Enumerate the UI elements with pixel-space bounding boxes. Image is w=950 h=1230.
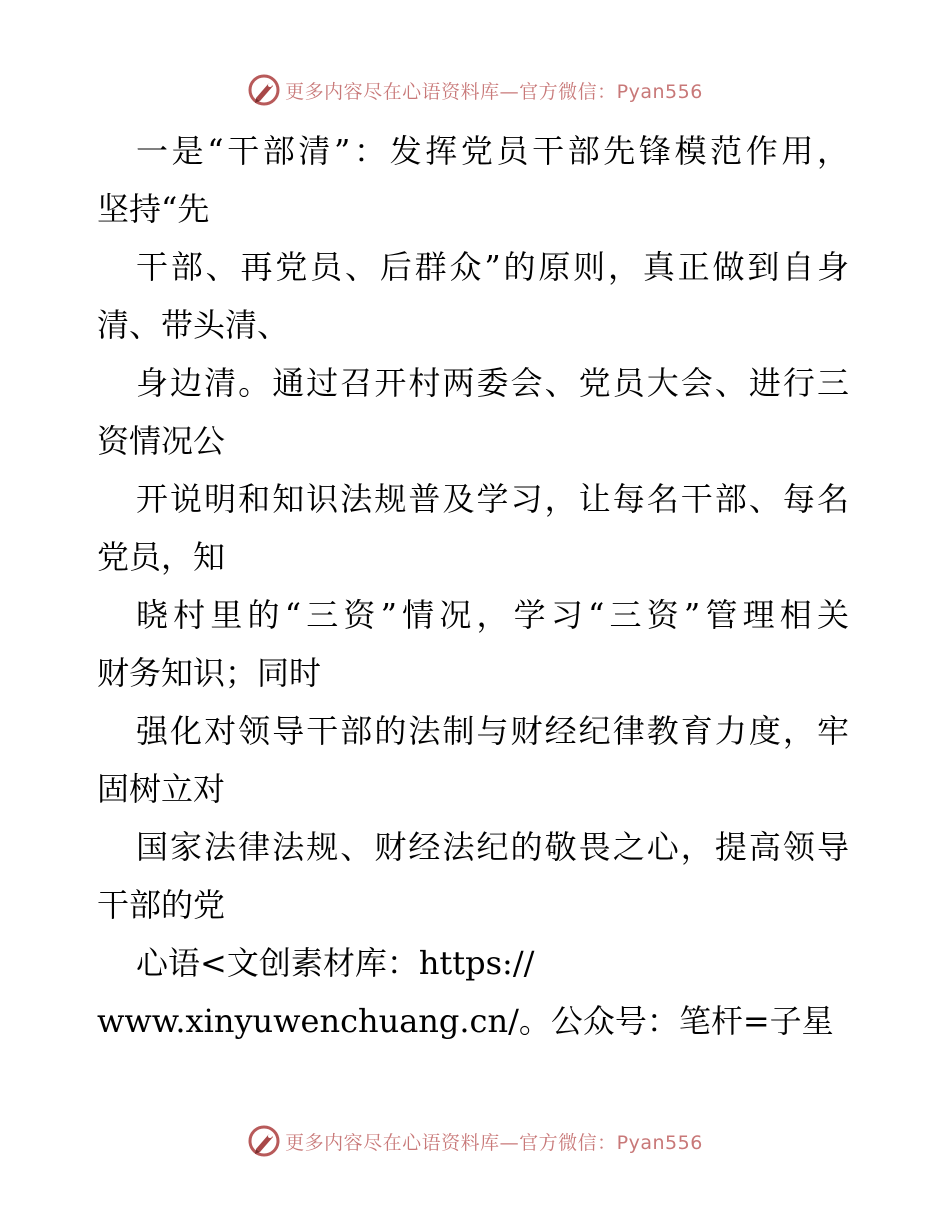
text-line: 坚持“先 <box>97 190 210 228</box>
text-line: 身边清。通过召开村两委会、党员大会、进行三 <box>136 364 849 402</box>
text-line: 党员，知 <box>97 538 226 576</box>
text-line: 晓村里的“三资”情况，学习“三资”管理相关 <box>136 596 849 634</box>
footer-banner-id: Pyan556 <box>616 1131 703 1154</box>
text-line: 一是“干部清”：发挥党员干部先锋模范作用， <box>136 132 849 170</box>
header-banner-id: Pyan556 <box>616 80 703 103</box>
document-body <box>97 122 857 1050</box>
text-line: 强化对领导干部的法制与财经纪律教育力度，牢 <box>136 712 849 750</box>
text-line: 清、带头清、 <box>97 306 290 344</box>
text-line: 心语<文创素材库：https:// <box>136 944 535 982</box>
text-line: 国家法律法规、财经法纪的敬畏之心，提高领导 <box>136 828 849 866</box>
pen-logo-icon <box>247 73 281 107</box>
text-line: 开说明和知识法规普及学习，让每名干部、每名 <box>136 480 849 518</box>
text-line: 资情况公 <box>97 422 226 460</box>
header-banner-text: 更多内容尽在心语资料库—官方微信：Pyan556 <box>285 80 703 103</box>
text-line-url: www.xinyuwenchuang.cn/。公众号：笔杆=子星 <box>97 1002 834 1040</box>
text-line: 干部、再党员、后群众”的原则，真正做到自身 <box>136 248 849 286</box>
footer-banner-text: 更多内容尽在心语资料库—官方微信：Pyan556 <box>285 1131 703 1154</box>
text-line: 干部的党 <box>97 886 226 924</box>
header-banner <box>0 73 950 107</box>
text-line: 固树立对 <box>97 770 226 808</box>
footer-banner <box>0 1124 950 1158</box>
pen-logo-icon <box>247 1124 281 1158</box>
text-line: 财务知识；同时 <box>97 654 322 692</box>
